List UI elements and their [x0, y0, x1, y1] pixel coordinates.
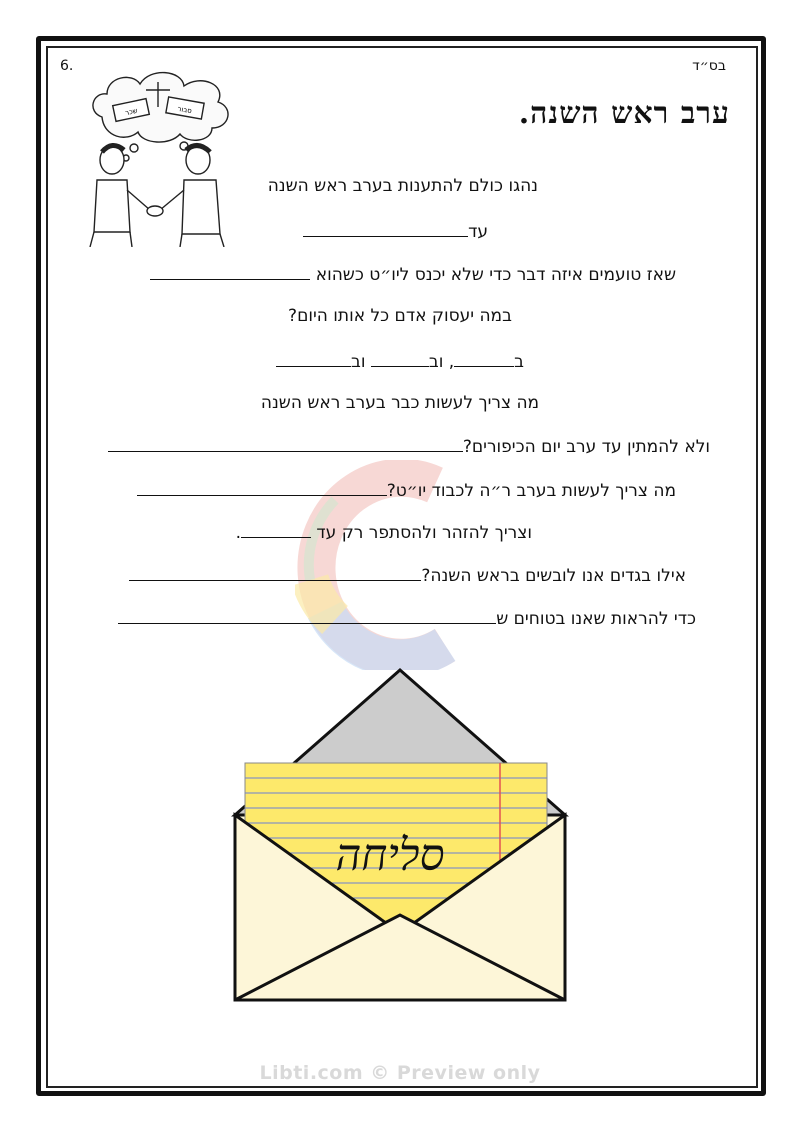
line-11: כדי להראות שאנו בטוחים ש [118, 607, 696, 629]
line-5: ב, וב וב [0, 350, 800, 372]
line-8: מה צריך לעשות בערב ר״ה לכבוד יו״ט? [137, 479, 676, 501]
answer-blank[interactable] [150, 263, 310, 280]
handshake-illustration [72, 62, 242, 247]
line-4: במה יעסוק אדם כל אותו היום? [288, 306, 512, 326]
line-3: שאז טועמים איזה דבר כדי שלא יכנס ליו״ט כשהוא [150, 263, 676, 285]
page-title: ערב ראש השנה. [518, 96, 730, 131]
line-1: נהגו כולם להתענות בערב ראש השנה [267, 176, 538, 196]
envelope-illustration [230, 665, 570, 1005]
page-number: 6. [60, 58, 74, 74]
answer-blank[interactable] [241, 521, 311, 538]
note-text: סליחה [335, 830, 445, 881]
line-10: אילו בגדים אנו לובשים בראש השנה? [129, 564, 686, 586]
cloud-note-2: סבור [176, 104, 193, 116]
cloud-note-1: שכר [124, 106, 139, 118]
answer-blank[interactable] [118, 607, 496, 624]
answer-blank[interactable] [129, 564, 421, 581]
answer-blank[interactable] [108, 435, 463, 452]
line-2: עד [303, 220, 488, 242]
answer-blank[interactable] [454, 350, 514, 367]
line-7: ולא להמתין עד ערב יום הכיפורים? [108, 435, 710, 457]
answer-blank[interactable] [276, 350, 351, 367]
watermark-text: Libti.com © Preview only [259, 1062, 541, 1084]
line-9: וצריך להזהר ולהסתפר רק עד . [235, 523, 532, 543]
answer-blank[interactable] [137, 479, 387, 496]
bsd-header: בס״ד [692, 58, 726, 74]
answer-blank[interactable] [371, 350, 429, 367]
line-6: מה צריך לעשות כבר בערב ראש השנה [260, 393, 540, 413]
answer-blank[interactable] [303, 220, 468, 237]
